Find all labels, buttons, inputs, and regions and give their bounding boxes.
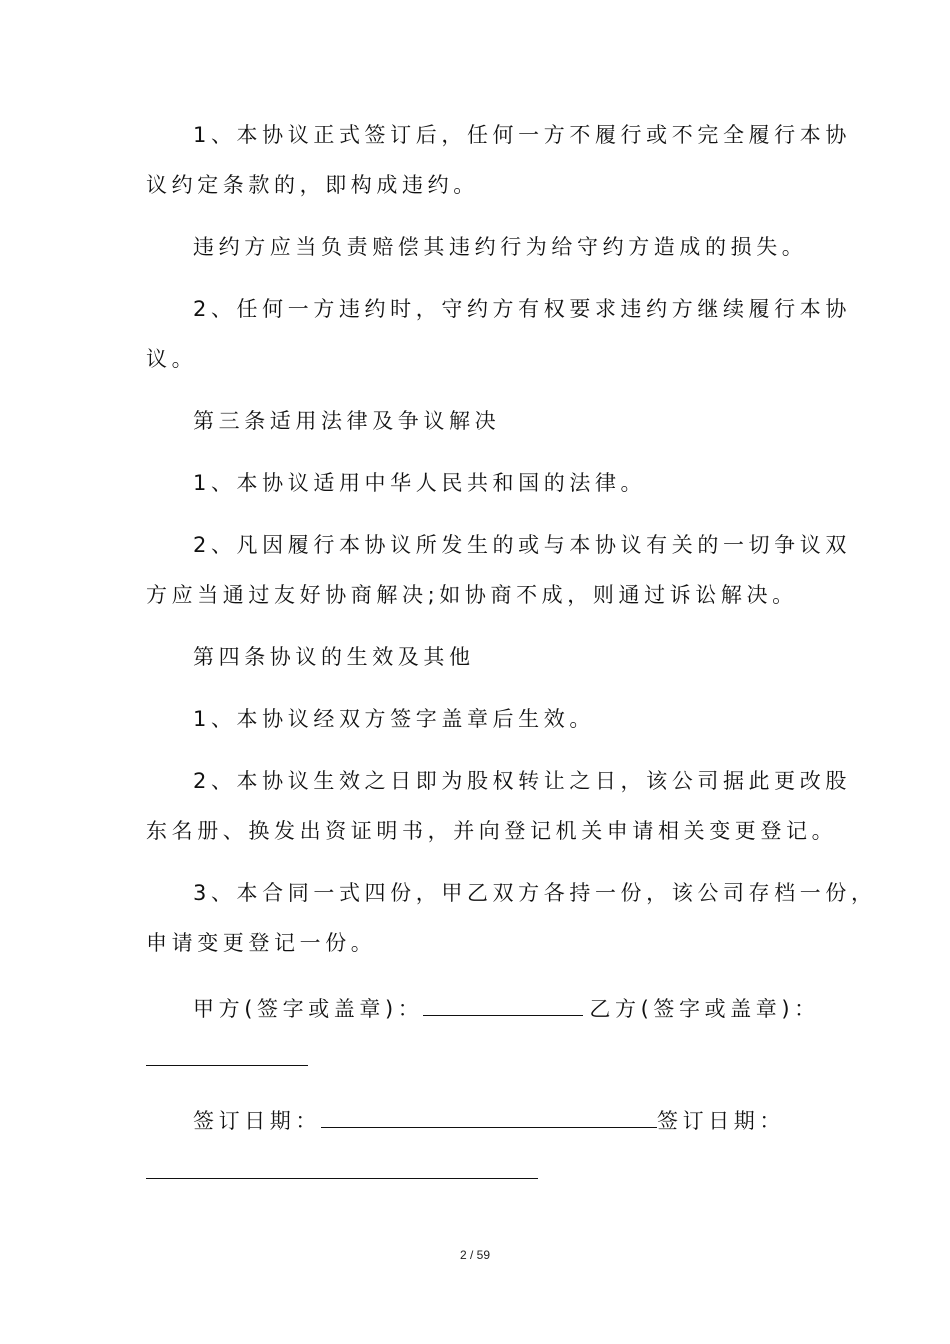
paragraph-line: 1、本协议正式签订后，任何一方不履行或不完全履行本协	[193, 123, 851, 147]
party-b-signature-blank	[146, 1065, 308, 1066]
date-label-b: 签订日期：	[657, 1109, 785, 1133]
party-a-label: 甲方(签字或盖章)：	[193, 997, 424, 1021]
paragraph-line: 议。	[146, 347, 198, 371]
party-a-signature-blank	[423, 993, 583, 1016]
date-label-a: 签订日期：	[193, 1109, 321, 1133]
date-b-blank	[146, 1178, 538, 1179]
paragraph-line: 1、本协议适用中华人民共和国的法律。	[193, 471, 647, 495]
signature-row	[193, 993, 820, 1023]
paragraph-line: 东名册、换发出资证明书，并向登记机关申请相关变更登记。	[146, 819, 838, 843]
page-number: 2 / 59	[459, 1248, 491, 1262]
paragraph-line: 违约方应当负责赔偿其违约行为给守约方造成的损失。	[193, 235, 808, 259]
paragraph-line: 方应当通过友好协商解决;如协商不成，则通过诉讼解决。	[146, 583, 798, 607]
party-b-label: 乙方(签字或盖章)：	[589, 997, 820, 1021]
paragraph-line: 3、本合同一式四份，甲乙双方各持一份，该公司存档一份，	[193, 881, 877, 905]
paragraph-line: 2、本协议生效之日即为股权转让之日，该公司据此更改股	[193, 769, 851, 793]
paragraph-line: 议约定条款的，即构成违约。	[146, 173, 479, 197]
date-row	[193, 1105, 785, 1135]
paragraph-line: 2、凡因履行本协议所发生的或与本协议有关的一切争议双	[193, 533, 851, 557]
paragraph-line: 2、任何一方违约时，守约方有权要求违约方继续履行本协	[193, 297, 851, 321]
section-heading: 第四条协议的生效及其他	[193, 645, 475, 669]
section-heading: 第三条适用法律及争议解决	[193, 409, 501, 433]
paragraph-line: 1、本协议经双方签字盖章后生效。	[193, 707, 595, 731]
paragraph-line: 申请变更登记一份。	[146, 931, 377, 955]
date-a-blank	[321, 1105, 657, 1128]
